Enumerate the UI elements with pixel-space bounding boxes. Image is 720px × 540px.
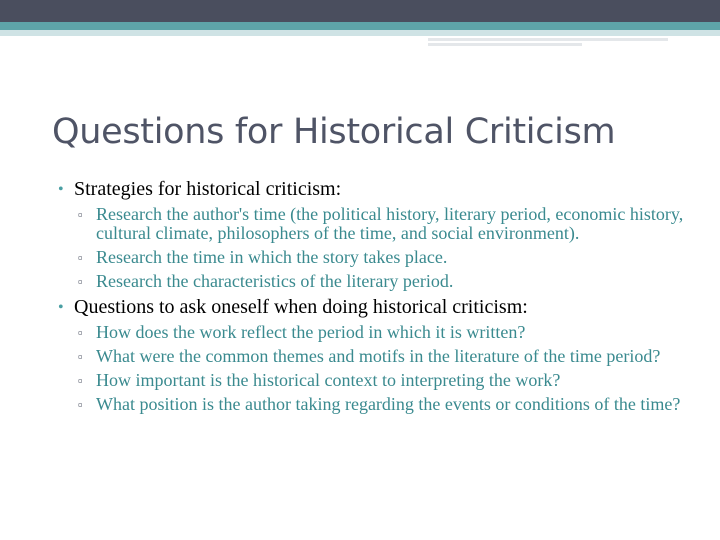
sub-bullet-text: Research the time in which the story takes place. (96, 247, 448, 267)
square-bullet-icon: ▫ (78, 325, 83, 340)
grey-decor-line (428, 38, 668, 41)
bullet-questions (58, 296, 710, 319)
square-bullet-icon: ▫ (78, 207, 83, 222)
bullet-text: Strategies for historical criticism: (74, 178, 342, 200)
sub-bullet (58, 395, 710, 414)
sub-bullet-text: Research the author's time (the political history, literary period, economic history, cultural climate, philosophers of the time, and social environment). (96, 204, 684, 243)
slide-content (58, 178, 710, 419)
teal-bullet-icon: • (58, 181, 64, 198)
teal-decor-stripe (0, 22, 720, 30)
sub-bullet (58, 323, 710, 342)
square-bullet-icon: ▫ (78, 250, 83, 265)
sub-bullet (58, 347, 710, 366)
slide-title: Questions for Historical Criticism (52, 112, 616, 152)
sub-bullet-text: How does the work reflect the period in which it is written? (96, 322, 526, 342)
square-bullet-icon: ▫ (78, 373, 83, 388)
sub-bullet-text: How important is the historical context to interpreting the work? (96, 370, 561, 390)
grey-decor-line-short (428, 43, 582, 46)
sub-bullet (58, 272, 710, 291)
sub-bullet (58, 371, 710, 390)
bullet-strategies (58, 178, 710, 201)
light-decor-stripe (0, 30, 720, 36)
sub-bullet-text: Research the characteristics of the literary period. (96, 271, 454, 291)
square-bullet-icon: ▫ (78, 349, 83, 364)
square-bullet-icon: ▫ (78, 397, 83, 412)
sub-bullet-text: What were the common themes and motifs in the literature of the time period? (96, 346, 661, 366)
bullet-text: Questions to ask oneself when doing historical criticism: (74, 296, 528, 318)
sub-bullet-text: What position is the author taking regarding the events or conditions of the time? (96, 394, 681, 414)
sub-bullet (58, 205, 710, 243)
sub-bullet (58, 248, 710, 267)
top-decor-bar (0, 0, 720, 22)
teal-bullet-icon: • (58, 299, 64, 316)
square-bullet-icon: ▫ (78, 274, 83, 289)
